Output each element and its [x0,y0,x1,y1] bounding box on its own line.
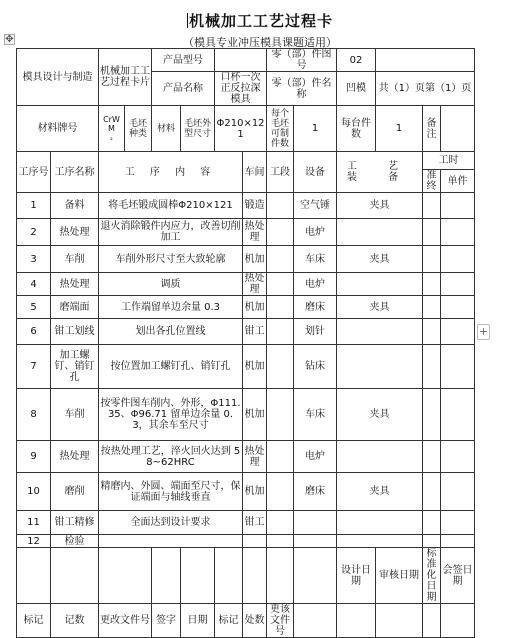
row-unit [441,441,475,473]
table-row [17,296,475,319]
row-unit [441,511,475,535]
row-workshop: 机加 [243,246,267,273]
row-name: 车削 [51,389,99,441]
blank-size-value: Φ210×121 [215,106,267,152]
row-fixture: 夹具 [337,389,423,441]
card-type-cell: 机械加工工艺过程卡片 [99,49,152,106]
row-workshop: 锻造 [243,193,267,219]
part-no-value: 02 [337,49,376,72]
per-blank-value: 1 [294,106,337,152]
row-workshop [243,535,267,548]
row-equipment: 车床 [294,246,337,273]
remark-value [441,106,475,152]
row-name: 磨端面 [51,296,99,319]
row-workshop: 热处理 [243,219,267,246]
row-fixture: 夹具 [337,193,423,219]
col-equipment: 设备 [294,152,337,193]
col-unit-time: 单件 [441,170,475,193]
footer-date: 日期 [181,604,215,638]
table-row [17,389,475,441]
footer-mark-2: 标记 [215,604,243,638]
standard-date: 标准化日期 [423,548,441,604]
per-blank-label: 每个毛坯可制件数 [267,106,294,152]
row-workshop: 机加 [243,389,267,441]
row-content: 车削外形尺寸至大致轮廓 [99,246,243,273]
row-name: 车削 [51,246,99,273]
row-equipment: 磨床 [294,473,337,511]
row-section [267,535,294,548]
row-prep [423,273,441,296]
row-fixture [337,319,423,345]
row-prep [423,441,441,473]
col-time: 工时 [423,152,475,170]
row-unit [441,535,475,548]
remark-label: 备注 [423,106,441,152]
row-prep [423,319,441,345]
per-set-label: 每台件数 [337,106,376,152]
row-unit [441,219,475,246]
page-subtitle: （模具专业冲压模具课题适用） [183,36,337,49]
text-cursor [187,13,188,28]
table-row [17,319,475,345]
row-no: 4 [17,273,51,296]
row-workshop: 机加 [243,345,267,389]
row-no: 9 [17,441,51,473]
row-section [267,473,294,511]
row-no: 8 [17,389,51,441]
blank-header-cell [376,49,475,72]
dept-cell: 模具设计与制造 [17,49,99,106]
row-name: 钳工划线 [51,319,99,345]
row-workshop: 热处理 [243,441,267,473]
row-content: 全面达到设计要求 [99,511,243,535]
row-section [267,319,294,345]
row-prep [423,219,441,246]
row-prep [423,193,441,219]
row-content: 将毛坯锻成圆棒Φ210×121 [99,193,243,219]
row-section [267,296,294,319]
product-model-value [215,49,267,72]
row-no: 11 [17,511,51,535]
page-title [0,10,520,31]
row-equipment [294,535,337,548]
row-section [267,246,294,273]
row-workshop: 机加 [243,473,267,511]
row-section [267,345,294,389]
add-column-icon[interactable]: + [478,325,489,338]
part-no-label: 零（部）件图号 [267,49,337,72]
row-fixture [337,535,423,548]
footer-count: 记数 [51,604,99,638]
row-name: 热处理 [51,273,99,296]
row-workshop: 钳工 [243,319,267,345]
row-name: 检验 [51,535,99,548]
row-equipment: 空气锤 [294,193,337,219]
table-row [17,535,475,548]
row-content: 调质 [99,273,243,296]
row-no: 2 [17,219,51,246]
table-row [17,193,475,219]
footer-count-2: 处数 [243,604,267,638]
row-equipment: 电炉 [294,219,337,246]
row-content: 精磨内、外圆、端面至尺寸，保证端面与轴线垂直 [99,473,243,511]
row-equipment: 磨床 [294,296,337,319]
row-fixture [337,441,423,473]
row-equipment: 划针 [294,319,337,345]
row-workshop: 钳工 [243,511,267,535]
row-fixture: 夹具 [337,246,423,273]
material-grade-value: CrWM ₂ [99,106,125,152]
row-content: 按热处理工艺，淬火回火达到 58~62HRC [99,441,243,473]
footer-mark: 标记 [17,604,51,638]
row-prep [423,296,441,319]
col-fixture: 工 艺 装 备 [337,152,423,193]
row-content [99,535,243,548]
row-section [267,273,294,296]
col-step-no: 工序号 [17,152,51,193]
row-no: 5 [17,296,51,319]
part-name-value: 凹模 [337,72,376,106]
table-move-handle-icon[interactable]: ✥ [5,34,14,45]
row-name: 钳工精修 [51,511,99,535]
row-name: 加工螺钉、销钉孔 [51,345,99,389]
col-prep-time: 准终 [423,170,441,193]
table-row [17,473,475,511]
row-unit [441,193,475,219]
row-prep [423,389,441,441]
row-no: 3 [17,246,51,273]
row-section [267,389,294,441]
footer-change-doc: 更改文件号 [99,604,152,638]
table-row [17,345,475,389]
row-prep [423,345,441,389]
row-equipment: 电炉 [294,273,337,296]
row-no: 7 [17,345,51,389]
table-row [17,246,475,273]
row-unit [441,389,475,441]
row-unit [441,273,475,296]
process-card-table [16,48,475,638]
product-name-value: 口杯一次正反拉深模具 [215,72,267,106]
design-date: 设计日期 [337,548,376,604]
row-workshop: 机加 [243,296,267,319]
row-no: 12 [17,535,51,548]
table-row [17,441,475,473]
col-section: 工段 [267,152,294,193]
row-unit [441,473,475,511]
row-content: 退火消除锻件内应力，改善切削加工 [99,219,243,246]
row-no: 10 [17,473,51,511]
row-prep [423,473,441,511]
row-prep [423,246,441,273]
row-content: 工作端留单边余量 0.3 [99,296,243,319]
footer-change-doc-2: 更该文件号 [267,604,294,638]
row-section [267,219,294,246]
row-workshop: 热处理 [244,273,265,295]
row-unit [441,246,475,273]
row-content: 按零件图车削内、外形，Φ111.35、Φ96.71 留单边余量 0.3，其余车至尺寸 [99,389,243,441]
blank-type-value: 材料 [152,106,181,152]
page-title-text: 机械加工工艺过程卡 [188,12,333,30]
row-name: 热处理 [51,441,99,473]
row-fixture [337,511,423,535]
row-fixture [337,219,423,246]
row-name: 备料 [51,193,99,219]
row-section [267,441,294,473]
row-equipment [294,511,337,535]
material-grade-label: 材料牌号 [17,106,99,152]
blank-type-label: 毛坯种类 [125,106,152,152]
row-unit [441,345,475,389]
per-set-value: 1 [376,106,423,152]
row-content: 划出各孔位置线 [99,319,243,345]
countersign-date: 会签日期 [441,548,475,604]
row-unit [441,296,475,319]
row-fixture: 夹具 [337,296,423,319]
row-section [267,511,294,535]
product-model-label: 产品型号 [152,49,215,72]
col-workshop: 车间 [243,152,267,193]
row-no: 6 [17,319,51,345]
row-name: 热处理 [51,219,99,246]
col-step-content: 工 序 内 容 [99,152,243,193]
table-row [17,273,475,296]
footer-sign: 签字 [152,604,181,638]
row-content: 按位置加工螺钉孔、销钉孔 [99,345,243,389]
row-fixture [337,345,423,389]
row-prep [423,511,441,535]
row-equipment: 钻床 [294,345,337,389]
table-row [17,511,475,535]
row-prep [423,535,441,548]
review-date: 审核日期 [376,548,423,604]
row-name: 磨削 [51,473,99,511]
row-no: 1 [17,193,51,219]
row-fixture: 夹具 [337,473,423,511]
row-unit [441,319,475,345]
part-name-label: 零（部）件名称 [267,72,337,106]
table-row [17,219,475,246]
blank-size-label: 毛坯外型尺寸 [181,106,215,152]
col-step-name: 工序名称 [51,152,99,193]
row-section [267,193,294,219]
page-info: 共（1）页第（1）页 [376,72,475,106]
row-equipment: 电炉 [294,441,337,473]
row-equipment: 车床 [294,389,337,441]
product-name-label: 产品名称 [152,72,215,106]
row-fixture [337,273,423,296]
